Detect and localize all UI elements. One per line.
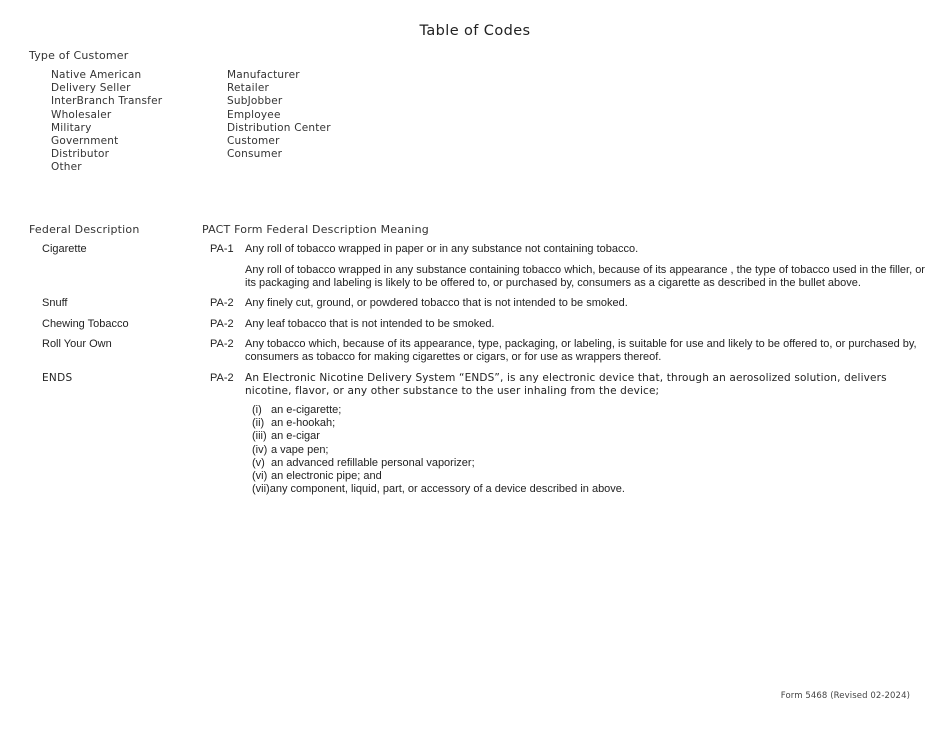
customer-type-item: Consumer — [227, 148, 283, 161]
federal-row-code: PA-2 — [210, 318, 234, 330]
federal-row-description: Roll Your Own — [42, 338, 112, 350]
list-item-text: an e-cigar — [271, 430, 320, 443]
federal-description-heading: Federal Description — [29, 223, 140, 236]
list-item-number: (iii) — [252, 430, 267, 443]
customer-type-list-right — [227, 69, 331, 161]
customer-type-item: Distribution Center — [227, 121, 331, 134]
federal-row-description: Chewing Tobacco — [42, 318, 129, 330]
list-item — [252, 483, 625, 496]
federal-row-description: Cigarette — [42, 243, 87, 255]
customer-type-item: Customer — [227, 135, 280, 148]
federal-row-description: ENDS — [42, 372, 73, 384]
federal-row-meaning: Any tobacco which, because of its appearance, type, packaging, or labeling, is suitable for use and likely to be offered to, or purchased by, consumers as tobacco for making cigarettes or cigars, or for use as wrappers thereof. — [245, 338, 917, 364]
list-item-text: an electronic pipe; and — [271, 470, 382, 483]
federal-meaning-heading: PACT Form Federal Description Meaning — [202, 223, 429, 236]
federal-row-code: PA-2 — [210, 338, 234, 350]
customer-type-item: Wholesaler — [51, 108, 112, 121]
list-item-number: (vi) — [252, 470, 268, 483]
customer-type-item: Native American — [51, 69, 142, 81]
federal-row-meaning: Any leaf tobacco that is not intended to be smoked. — [245, 318, 495, 330]
customer-type-item: Government — [51, 135, 119, 148]
list-item — [252, 430, 625, 443]
federal-row-meaning: An Electronic Nicotine Delivery System “ENDS”, is any electronic device that, through an aerosolized solution, delivers nicotine, flavor, or any other substance to the user inhaling from the device; — [245, 372, 887, 398]
customer-type-heading: Type of Customer — [29, 49, 129, 62]
customer-type-item: SubJobber — [227, 95, 283, 108]
federal-row-description: Snuff — [42, 297, 68, 309]
customer-type-item: Other — [51, 161, 82, 174]
list-item — [252, 457, 625, 470]
list-item-text: a vape pen; — [271, 443, 329, 456]
federal-row-code: PA-2 — [210, 372, 234, 384]
list-item-text: an advanced refillable personal vaporizer; — [271, 456, 475, 469]
list-item — [252, 404, 625, 417]
list-item — [252, 417, 625, 430]
federal-row-meaning: Any finely cut, ground, or powdered tobacco that is not intended to be smoked. — [245, 297, 628, 309]
federal-row-code: PA-1 — [210, 243, 234, 255]
customer-type-item: InterBranch Transfer — [51, 95, 163, 108]
customer-type-item: Employee — [227, 108, 281, 121]
customer-type-item: Military — [51, 121, 92, 134]
list-item-text: an e-hookah; — [271, 417, 336, 430]
page-title: Table of Codes — [419, 23, 531, 39]
customer-type-list-left — [51, 69, 162, 175]
list-item-number: (vii) — [252, 483, 270, 496]
list-item-number: (ii) — [252, 417, 265, 430]
customer-type-item: Manufacturer — [227, 69, 300, 81]
list-item-number: (iv) — [252, 443, 268, 456]
list-item-number: (i) — [252, 404, 262, 416]
federal-row-code: PA-2 — [210, 297, 234, 309]
list-item-text: an e-cigarette; — [271, 404, 342, 416]
list-item — [252, 444, 625, 457]
customer-type-item: Distributor — [51, 148, 110, 161]
customer-type-item: Delivery Seller — [51, 82, 131, 95]
list-item-number: (v) — [252, 456, 265, 469]
list-item-text: any component, liquid, part, or accessory of a device described in above. — [269, 483, 625, 496]
list-item — [252, 470, 625, 483]
federal-row-meaning: Any roll of tobacco wrapped in paper or in any substance not containing tobacco. — [245, 243, 639, 255]
form-revision-footer: Form 5468 (Revised 02-2024) — [780, 691, 910, 701]
ends-device-list — [252, 404, 625, 496]
customer-type-item: Retailer — [227, 82, 270, 95]
federal-row-meaning-extra: Any roll of tobacco wrapped in any substance containing tobacco which, because of its appearance , the type of tobacco used in the filler, or its packaging and labeling is likely to be offered to, or purchased by, consumers as a cigarette as described in the bullet above. — [245, 264, 925, 290]
